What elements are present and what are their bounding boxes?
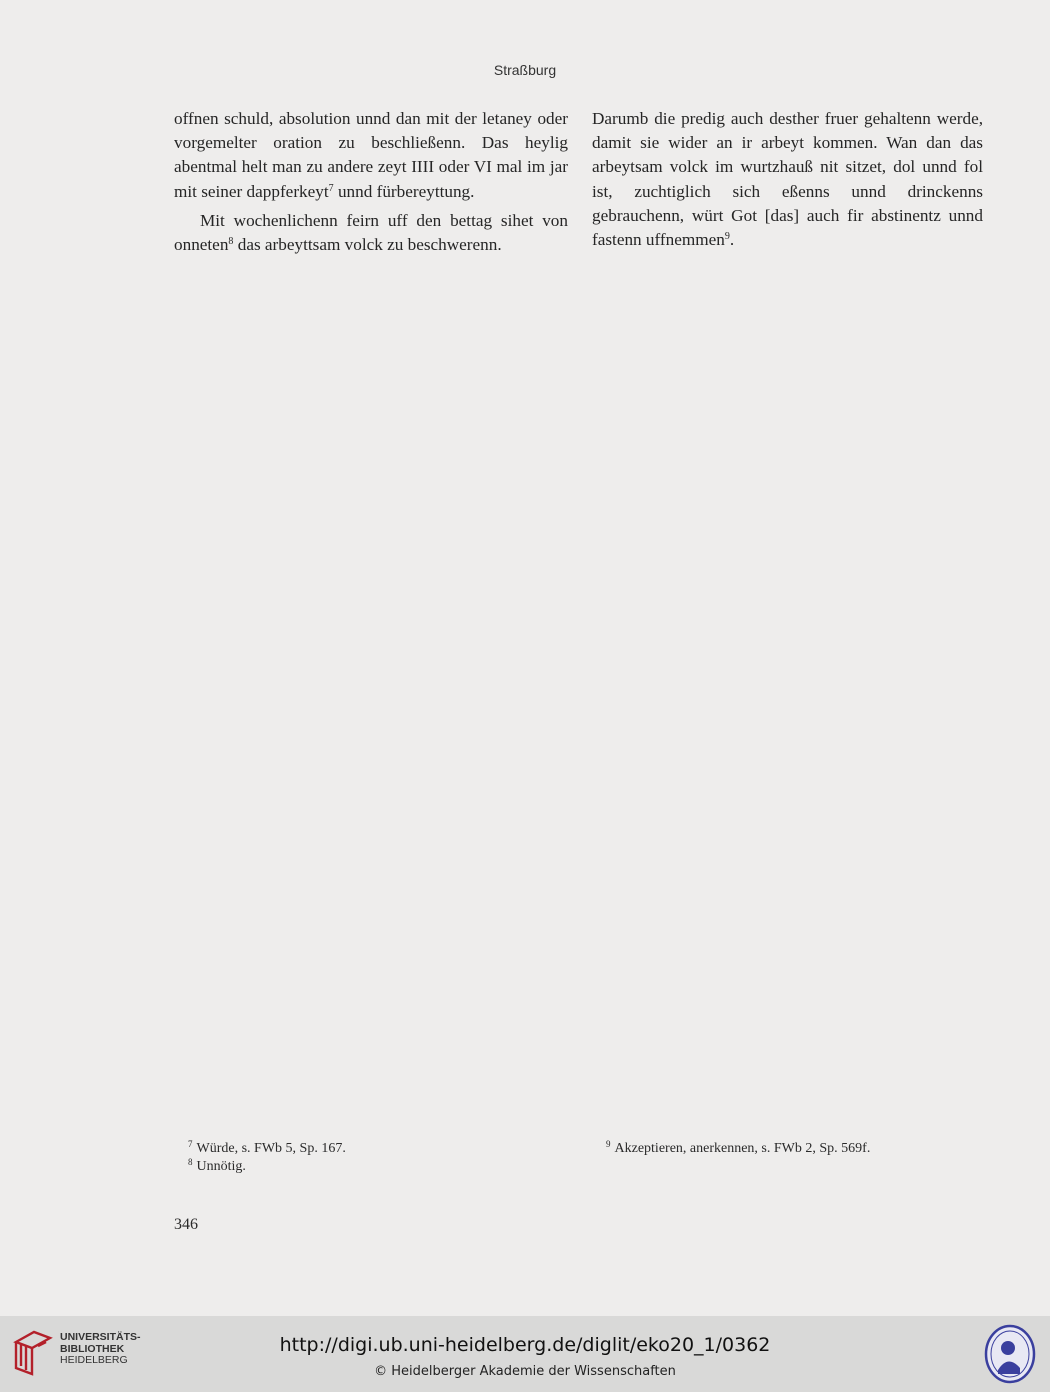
footnotes-right	[606, 1140, 870, 1158]
footnote-ref-7[interactable]: 7	[328, 182, 334, 194]
viewer-footer	[0, 1316, 1050, 1392]
footnotes-left	[188, 1140, 346, 1176]
permalink-url[interactable]: http://digi.ub.uni-heidelberg.de/diglit/eko20_1/0362	[279, 1334, 771, 1356]
footnote-ref-9[interactable]: 9	[724, 231, 730, 243]
footnote-ref-8[interactable]: 8	[228, 236, 234, 248]
footnote-9: $^9$ Akzeptieren, anerkennen, s. FWb 2, Sp. 569f.	[606, 1139, 871, 1156]
university-seal-icon	[984, 1324, 1036, 1384]
left-column	[174, 107, 568, 257]
footnote-8: $^8$ Unnötig.	[188, 1157, 246, 1174]
library-name: UNIVERSITÄTS- BIBLIOTHEK HEIDELBERG	[60, 1331, 141, 1366]
page-number: 346	[174, 1216, 198, 1233]
right-paragraph-1: Darumb die predig auch desther fruer gehaltenn werde, damit sie wider an ir arbeyt kommen. Wan dan das arbeytsam volck im wurtzhauß nit sitzet, dol unnd fol ist, zuchtiglich sich eßenns unnd drinckenns gebrauchenn, würt Got [das] auch fir abstinentz unnd fastenn uffnemmen$^9$.	[592, 109, 983, 250]
footnote-7: $^7$ Würde, s. FWb 5, Sp. 167.	[188, 1139, 346, 1156]
copyright-notice: © Heidelberger Akademie der Wissenschaften	[374, 1364, 676, 1379]
left-paragraph-2: Mit wochenlichenn feirn uff den bettag sihet von onneten$^8$ das arbeyttsam volck zu beschwerenn.	[174, 210, 568, 255]
left-paragraph-1: offnen schuld, absolution unnd dan mit der letaney oder vorgemelter oration zu beschließenn. Das heylig abentmal helt man zu andere zeyt IIII oder VI mal im jar mit seiner dappferkeyt$^7$ unnd fürbereyttung.	[174, 109, 568, 201]
running-head: Straßburg	[493, 62, 557, 78]
right-column	[592, 107, 983, 252]
